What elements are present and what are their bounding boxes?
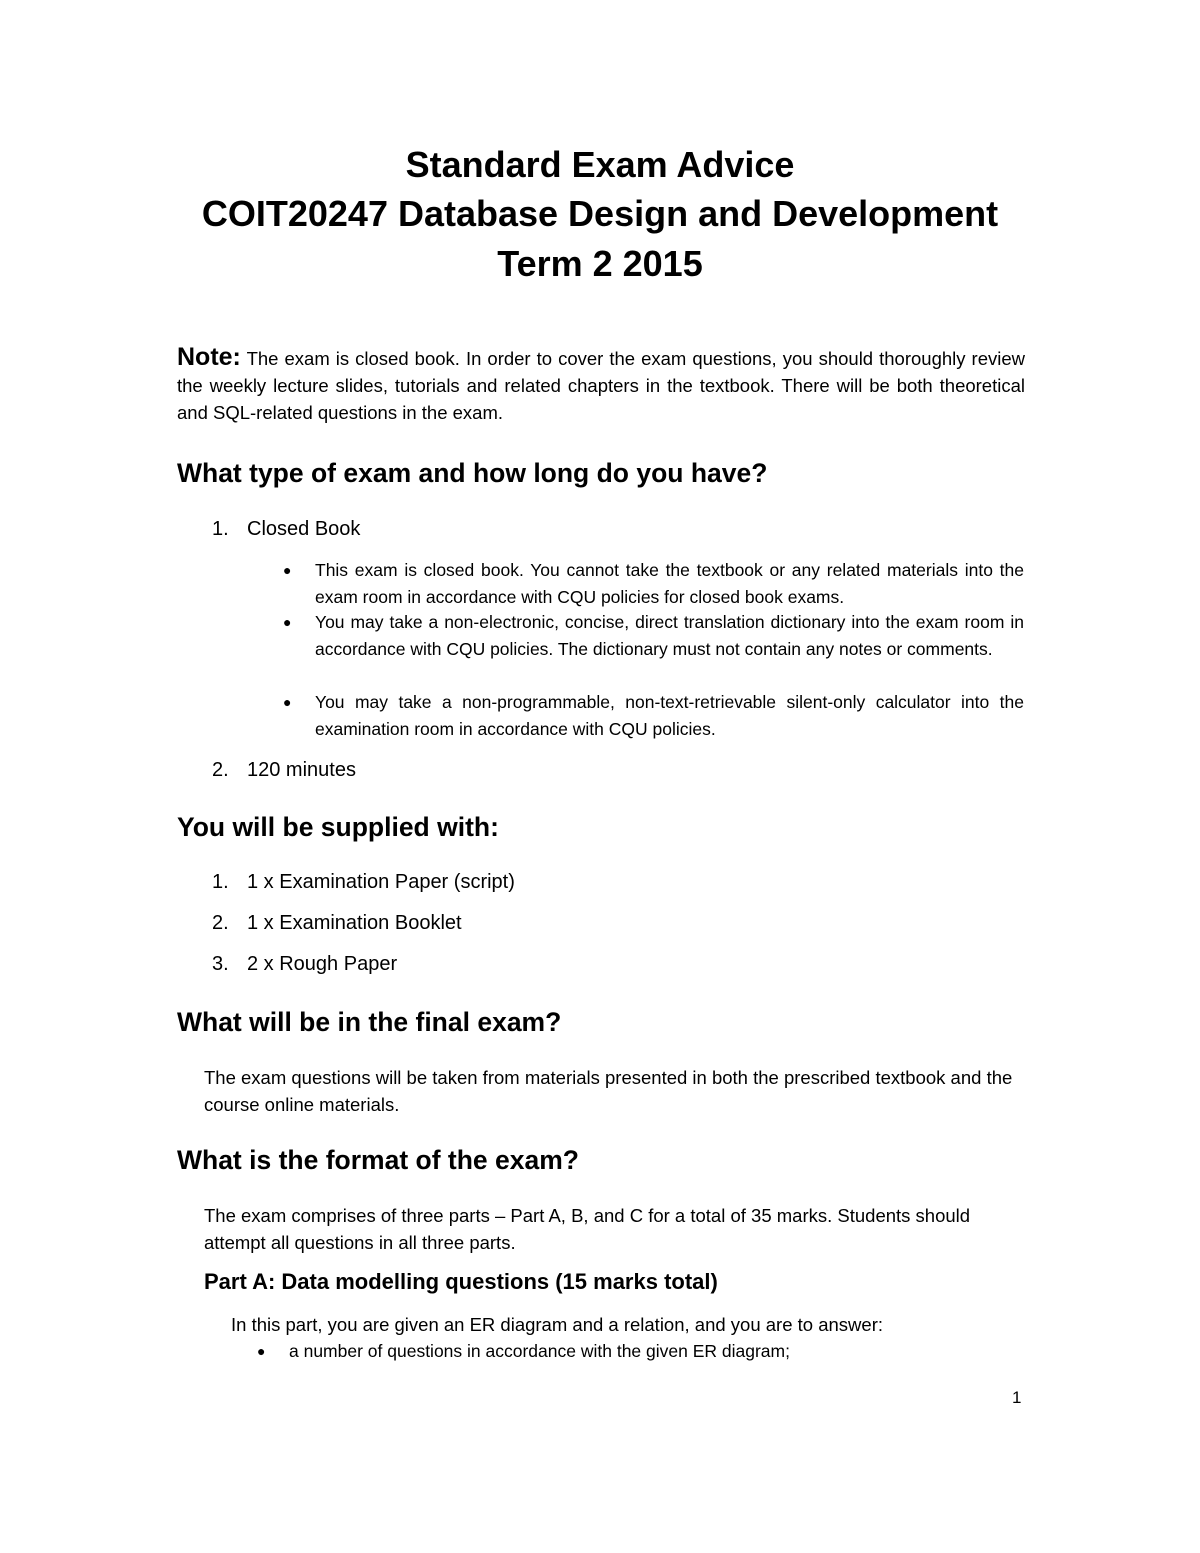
- list-number: 1.: [212, 871, 229, 893]
- list-number: 1.: [212, 518, 229, 540]
- course-title: COIT20247 Database Design and Development: [201, 193, 999, 234]
- heading-supplied: You will be supplied with:: [177, 812, 499, 842]
- list-label: Closed Book: [247, 518, 361, 540]
- bullet-icon: ●: [257, 1343, 266, 1359]
- heading-part-a: Part A: Data modelling questions (15 marks total): [204, 1269, 718, 1294]
- list-item: [212, 869, 1012, 895]
- bullet-text: This exam is closed book. You cannot take the textbook or any related materials into the exam room in accordance with CQU policies for closed book exams.: [315, 560, 1024, 607]
- list-item: [212, 910, 1012, 936]
- part-a-intro: In this part, you are given an ER diagram and a relation, and you are to answer:: [231, 1314, 883, 1335]
- list-item: [212, 951, 1012, 977]
- list-number: 2.: [212, 759, 229, 781]
- final-exam-text: The exam questions will be taken from materials presented in both the prescribed textbook and the course online materials.: [204, 1067, 1013, 1115]
- term-title: Term 2 2015: [497, 243, 703, 284]
- list-label: 2 x Rough Paper: [247, 953, 398, 975]
- bullet-icon: ●: [283, 614, 292, 630]
- page-number: 1: [1012, 1388, 1022, 1407]
- list-number: 2.: [212, 912, 229, 934]
- list-item: [212, 516, 1012, 542]
- bullet-icon: ●: [283, 694, 292, 710]
- bullet-text: You may take a non-programmable, non-text-retrievable silent-only calculator into the examination room in accordance with CQU policies.: [315, 692, 1024, 739]
- heading-format: What is the format of the exam?: [177, 1145, 579, 1175]
- bullet-text: You may take a non-electronic, concise, direct translation dictionary into the exam room in accordance with CQU policies. The dictionary must not contain any notes or comments.: [315, 612, 1024, 659]
- list-label: 1 x Examination Paper (script): [247, 871, 515, 893]
- bullet-text: a number of questions in accordance with the given ER diagram;: [289, 1341, 790, 1361]
- bullet-icon: ●: [283, 562, 292, 578]
- list-label: 120 minutes: [247, 759, 356, 781]
- doc-title: Standard Exam Advice: [405, 144, 795, 185]
- note-text: The exam is closed book. In order to cover the exam questions, you should thoroughly review the weekly lecture slides, tutorials and related chapters in the textbook. There will be both theoretical and SQL-related questions in the exam.: [177, 348, 1025, 423]
- note-paragraph: [177, 344, 1025, 426]
- heading-exam-type: What type of exam and how long do you have?: [177, 458, 768, 488]
- list-item: [212, 757, 1012, 783]
- list-number: 3.: [212, 953, 229, 975]
- heading-final-exam: What will be in the final exam?: [177, 1007, 562, 1037]
- format-text: The exam comprises of three parts – Part A, B, and C for a total of 35 marks. Students should attempt all questions in all three parts.: [204, 1205, 971, 1253]
- note-label: Note:: [177, 343, 241, 371]
- list-label: 1 x Examination Booklet: [247, 912, 462, 934]
